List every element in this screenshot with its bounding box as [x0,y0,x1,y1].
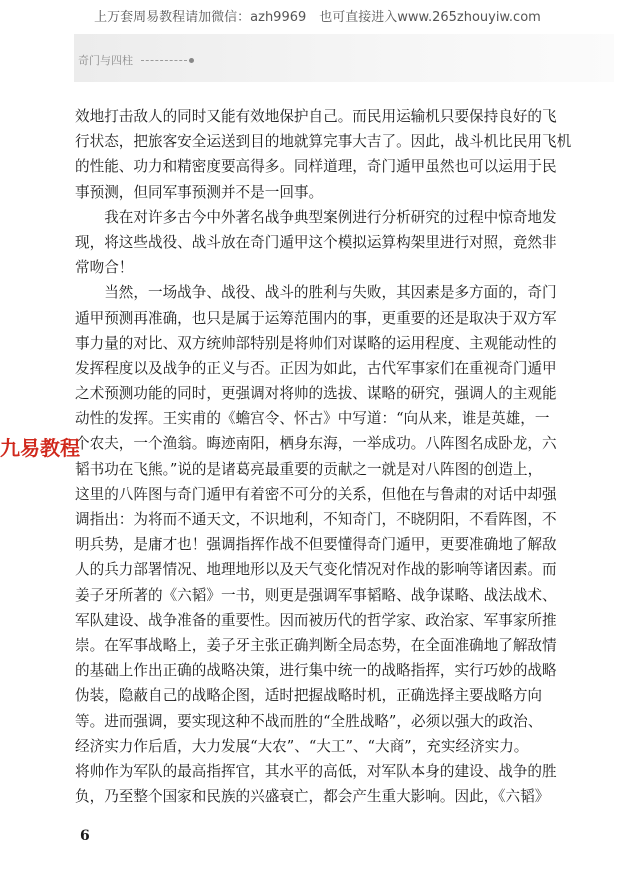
text-line: 等。进而强调，要实现这种不战而胜的“全胜战略”，必须以强大的政治、 [75,712,543,730]
text-line: 伪装，隐蔽自己的战略企图，适时把握战略时机，正确选择主要战略方向 [75,687,543,705]
running-head-rule [141,60,187,61]
body-text [75,104,595,809]
text-line: 将帅作为军队的最高指挥官，其水平的高低，对军队本身的建设、战争的胜 [75,762,557,780]
text-line: 调指出：为将而不通天文，不识地利，不知奇门，不晓阴阳，不看阵图，不 [75,511,557,528]
page-number: 6 [80,828,90,844]
text-line: 发挥程度以及战争的正义与否。正因为如此，古代军事家们在重视奇门遁甲 [75,359,557,377]
text-line: 我在对许多古今中外著名战争典型案例进行分析研究的过程中惊奇地发 [75,208,557,226]
text-line: 事力量的对比、双方统帅部特别是将帅们对谋略的运用程度、主观能动性的 [75,334,557,352]
text-line: 事预测，但同军事预测并不是一回事。 [75,183,324,201]
text-line: 遁甲预测再准确，也只是属于运筹范围内的事，更重要的还是取决于双方军 [75,309,557,327]
text-line: 行状态，把旅客安全运送到目的地就算完事大吉了。因此，战斗机比民用飞机 [75,133,572,151]
running-head-title: 奇门与四柱 [78,54,133,67]
text-line: 常吻合！ [75,259,134,277]
text-line: 的性能、功力和精密度要高得多。同样道理，奇门遁甲虽然也可以运用于民 [75,158,557,176]
text-line: 负，乃至整个国家和民族的兴盛衰亡，都会产生重大影响。因此，《六韬》 [75,788,550,806]
overlay-logo: 九易教程 [0,436,80,460]
text-line: 当然，一场战争、战役、战斗的胜利与失败，其因素是多方面的，奇门 [75,284,557,302]
text-line: 韬书功在飞熊。”说的是诸葛亮最重要的贡献之一就是对八阵图的创造上， [75,460,543,478]
text-line: 个农夫，一个渔翁。晦迹南阳，栖身东海，一举成功。八阵图名成卧龙，六 [75,435,557,453]
text-line: 人的兵力部署情况、地理地形以及天气变化情况对作战的影响等诸因素。而 [75,561,557,579]
text-line: 这里的八阵图与奇门遁甲有着密不可分的关系，但他在与鲁肃的对话中却强 [75,485,557,503]
text-line: 姜子牙所著的《六韬》一书，则更是强调军事韬略、战争谋略、战法战术、 [75,586,557,604]
text-line: 经济实力作后盾，大力发展“大农”、“大工”、“大商”，充实经济实力。 [75,737,529,755]
text-line: 之术预测功能的同时，更强调对将帅的选拔、谋略的研究，强调人的主观能 [75,385,557,403]
text-line: 军队建设、战争准备的重要性。因而被历代的哲学家、政治家、军事家所推 [75,611,557,629]
text-line: 效地打击敌人的同时又能有效地保护自己。而民用运输机只要保持良好的飞 [75,108,557,125]
running-head-dot-icon [189,58,194,63]
watermark-banner: 上万套周易教程请加微信：azh9969 也可直接进入www.265zhouyiw.com [94,10,541,25]
text-line: 动性的发挥。王实甫的《蟾宫令、怀古》中写道：“向从来，谁是英雄，一 [75,410,550,428]
text-line: 崇。在军事战略上，姜子牙主张正确判断全局态势，在全面准确地了解敌情 [75,636,557,654]
text-line: 明兵势，是庸才也！强调指挥作战不但要懂得奇门遁甲，更要准确地了解敌 [75,536,557,554]
text-line: 的基础上作出正确的战略决策，进行集中统一的战略指挥，实行巧妙的战略 [75,662,557,680]
text-line: 现，将这些战役、战斗放在奇门遁甲这个模拟运算构架里进行对照，竟然非 [75,233,557,251]
running-head [78,52,194,68]
